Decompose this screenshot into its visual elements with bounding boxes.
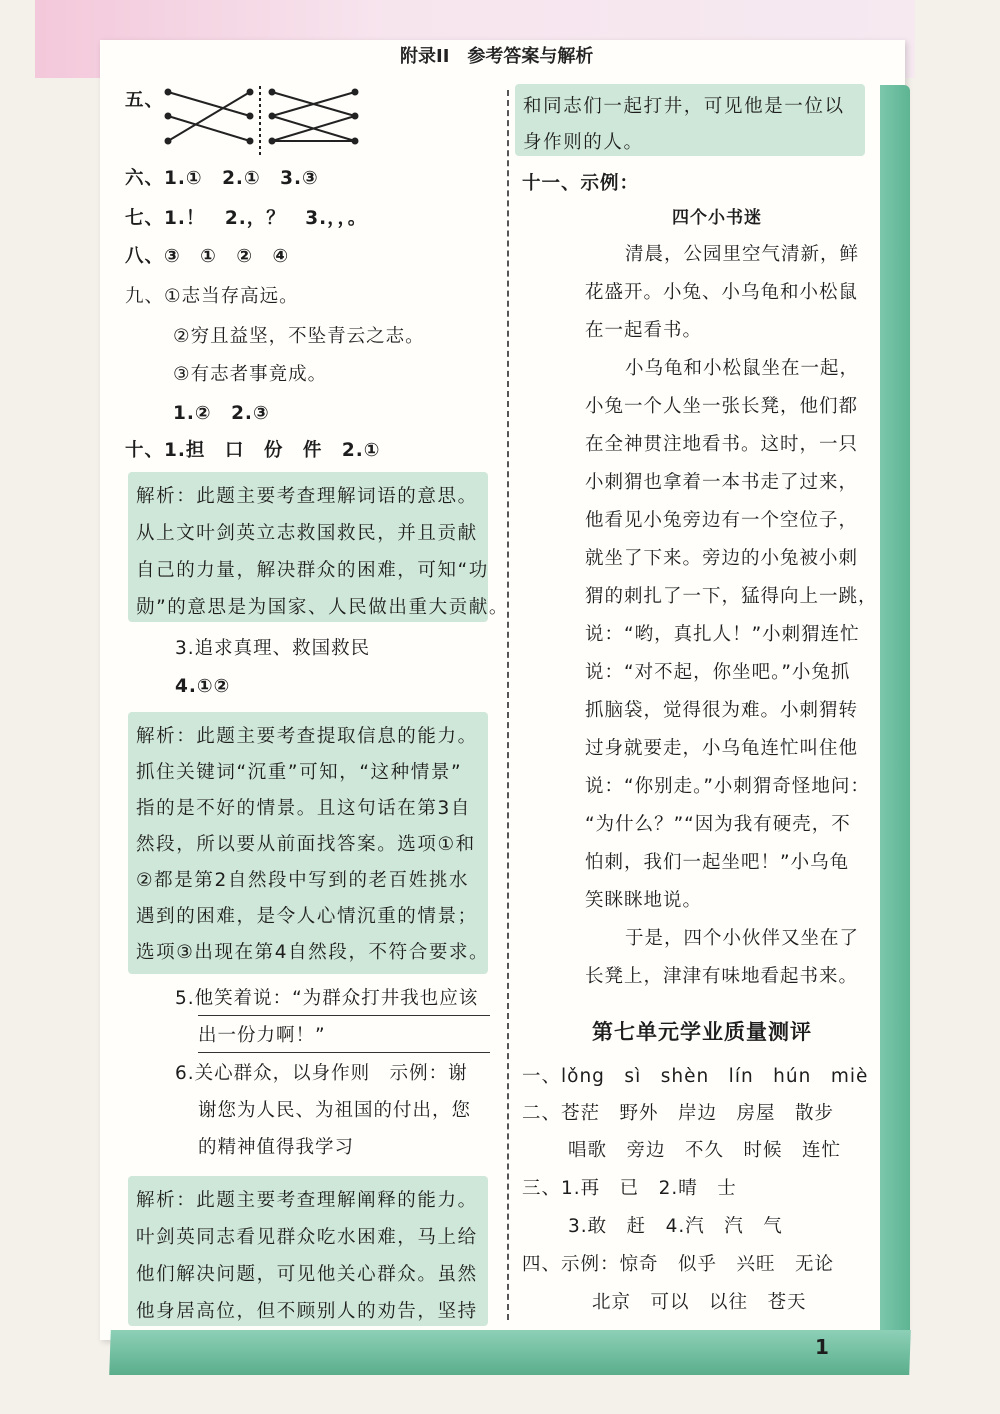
unit-q1-answer: 一、lǒng sì shèn lín hún miè <box>522 1066 869 1087</box>
analysis-box-3 <box>128 1176 488 1326</box>
q9-answer-2: ②穷且益坚，不坠青云之志。 <box>173 326 425 347</box>
analysis-box-continued <box>515 84 865 156</box>
analysis-box-1 <box>128 472 509 622</box>
q11-label: 十一、示例： <box>522 173 640 194</box>
story-line: “为什么？”“因为我有硬壳，不 <box>585 814 851 835</box>
analysis-line: 从上文叶剑英立志救国救民，并且贡献 <box>136 523 478 544</box>
analysis-line: 他身居高位，但不顾别人的劝告，坚持 <box>136 1301 478 1322</box>
story-line: 他看见小兔旁边有一个空位子， <box>585 510 859 531</box>
story-line: 猬的刺扎了一下，猛得向上一跳， <box>585 586 878 607</box>
matching-lines-figure <box>160 86 375 158</box>
analysis-line: 解析：此题主要考查理解阐释的能力。 <box>136 1190 478 1211</box>
a4-answer: 4.①② <box>175 676 231 697</box>
analysis-line: 叶剑英同志看见群众吃水困难，马上给 <box>136 1227 478 1248</box>
analysis-line: ②都是第2自然段中写到的老百姓挑水 <box>136 870 470 891</box>
story-title: 四个小书迷 <box>672 208 762 228</box>
story-line: 小刺猬也拿着一本书走了过来， <box>585 472 859 493</box>
q9-answer-3: ③有志者事竟成。 <box>173 364 328 385</box>
story-line: 说：“哟，真扎人！”小刺猬连忙 <box>585 624 860 645</box>
story-line: 就坐了下来。旁边的小兔被小刺 <box>585 548 859 569</box>
analysis-line: 身作则的人。 <box>523 132 644 153</box>
story-line: 怕刺，我们一起坐吧！”小乌龟 <box>585 852 850 873</box>
unit-q3-answer-2: 3.敢 赶 4.汽 汽 气 <box>568 1216 783 1237</box>
q9-answer-1: 九、①志当存高远。 <box>125 286 299 307</box>
analysis-line: 抓住关键词“沉重”可知，“这种情景” <box>136 762 463 783</box>
story-line: 笑眯眯地说。 <box>585 890 703 911</box>
a6-answer-1: 6.关心群众，以身作则 示例：谢 <box>175 1063 468 1084</box>
a3-answer: 3.追求真理、救国救民 <box>175 638 371 659</box>
analysis-line: 和同志们一起打井，可见他是一位以 <box>523 96 845 117</box>
story-line: 长凳上，津津有味地看起书来。 <box>585 966 859 987</box>
page-number: 1 <box>815 1335 829 1359</box>
unit-q2-answer-1: 二、苍茫 野外 岸边 房屋 散步 <box>522 1103 835 1124</box>
story-line: 于是，四个小伙伴又坐在了 <box>625 928 860 949</box>
analysis-line: 遇到的困难，是令人心情沉重的情景； <box>136 906 478 927</box>
answer-underline <box>198 1015 490 1016</box>
q6-answer: 六、1.① 2.① 3.③ <box>125 168 319 189</box>
unit-q4-answer-2: 北京 可以 以往 苍天 <box>592 1292 807 1313</box>
story-line: 小乌龟和小松鼠坐在一起， <box>625 358 860 379</box>
unit-q2-answer-2: 唱歌 旁边 不久 时候 连忙 <box>568 1140 842 1161</box>
story-line: 清晨，公园里空气清新，鲜 <box>625 244 860 265</box>
story-line: 过身就要走，小乌龟连忙叫住他 <box>585 738 859 759</box>
analysis-line: 然段，所以要从前面找答案。选项①和 <box>136 834 476 855</box>
book-edge <box>880 85 910 1345</box>
analysis-line: 选项③出现在第4自然段，不符合要求。 <box>136 942 490 963</box>
column-divider <box>507 90 509 1320</box>
q9-sub-answer: 1.② 2.③ <box>173 403 270 424</box>
analysis-line: 勋”的意思是为国家、人民做出重大贡献。 <box>136 597 509 618</box>
story-line: 在一起看书。 <box>585 320 703 341</box>
story-line: 说：“对不起，你坐吧。”小兔抓 <box>585 662 851 683</box>
q7-answer: 七、1.！ 2.，？ 3.，，。 <box>125 208 368 229</box>
analysis-line: 解析：此题主要考查提取信息的能力。 <box>136 726 478 747</box>
story-line: 抓脑袋，觉得很为难。小刺猬转 <box>585 700 859 721</box>
answer-underline <box>198 1052 490 1053</box>
a5-answer-1: 5.他笑着说：“为群众打井我也应该 <box>175 988 479 1009</box>
story-line: 在全神贯注地看书。这时，一只 <box>585 434 859 455</box>
analysis-box-2 <box>128 712 488 974</box>
analysis-line: 解析：此题主要考查理解词语的意思。 <box>136 486 478 507</box>
a6-answer-3: 的精神值得我学习 <box>198 1137 355 1158</box>
unit-q3-answer-1: 三、1.再 已 2.晴 士 <box>522 1178 737 1199</box>
story-line: 说：“你别走。”小刺猬奇怪地问： <box>585 776 870 797</box>
q5-label: 五、 <box>125 90 165 111</box>
story-line: 小兔一个人坐一张长凳，他们都 <box>585 396 859 417</box>
page-header: 附录II 参考答案与解析 <box>400 46 594 67</box>
a5-answer-2: 出一份力啊！” <box>198 1025 326 1046</box>
unit-title: 第七单元学业质量测评 <box>592 1020 812 1044</box>
analysis-line: 指的是不好的情景。且这句话在第3自 <box>136 798 471 819</box>
book-bottom-edge <box>109 1330 911 1375</box>
a6-answer-2: 谢您为人民、为祖国的付出，您 <box>198 1100 472 1121</box>
analysis-line: 自己的力量，解决群众的困难，可知“功 <box>136 560 489 581</box>
story-line: 花盛开。小兔、小乌龟和小松鼠 <box>585 282 859 303</box>
analysis-line: 他们解决问题，可见他关心群众。虽然 <box>136 1264 478 1285</box>
q8-answer: 八、③ ① ② ④ <box>125 246 290 267</box>
q10-answer: 十、1.担 口 份 件 2.① <box>125 440 381 461</box>
unit-q4-answer-1: 四、示例：惊奇 似乎 兴旺 无论 <box>522 1254 835 1275</box>
